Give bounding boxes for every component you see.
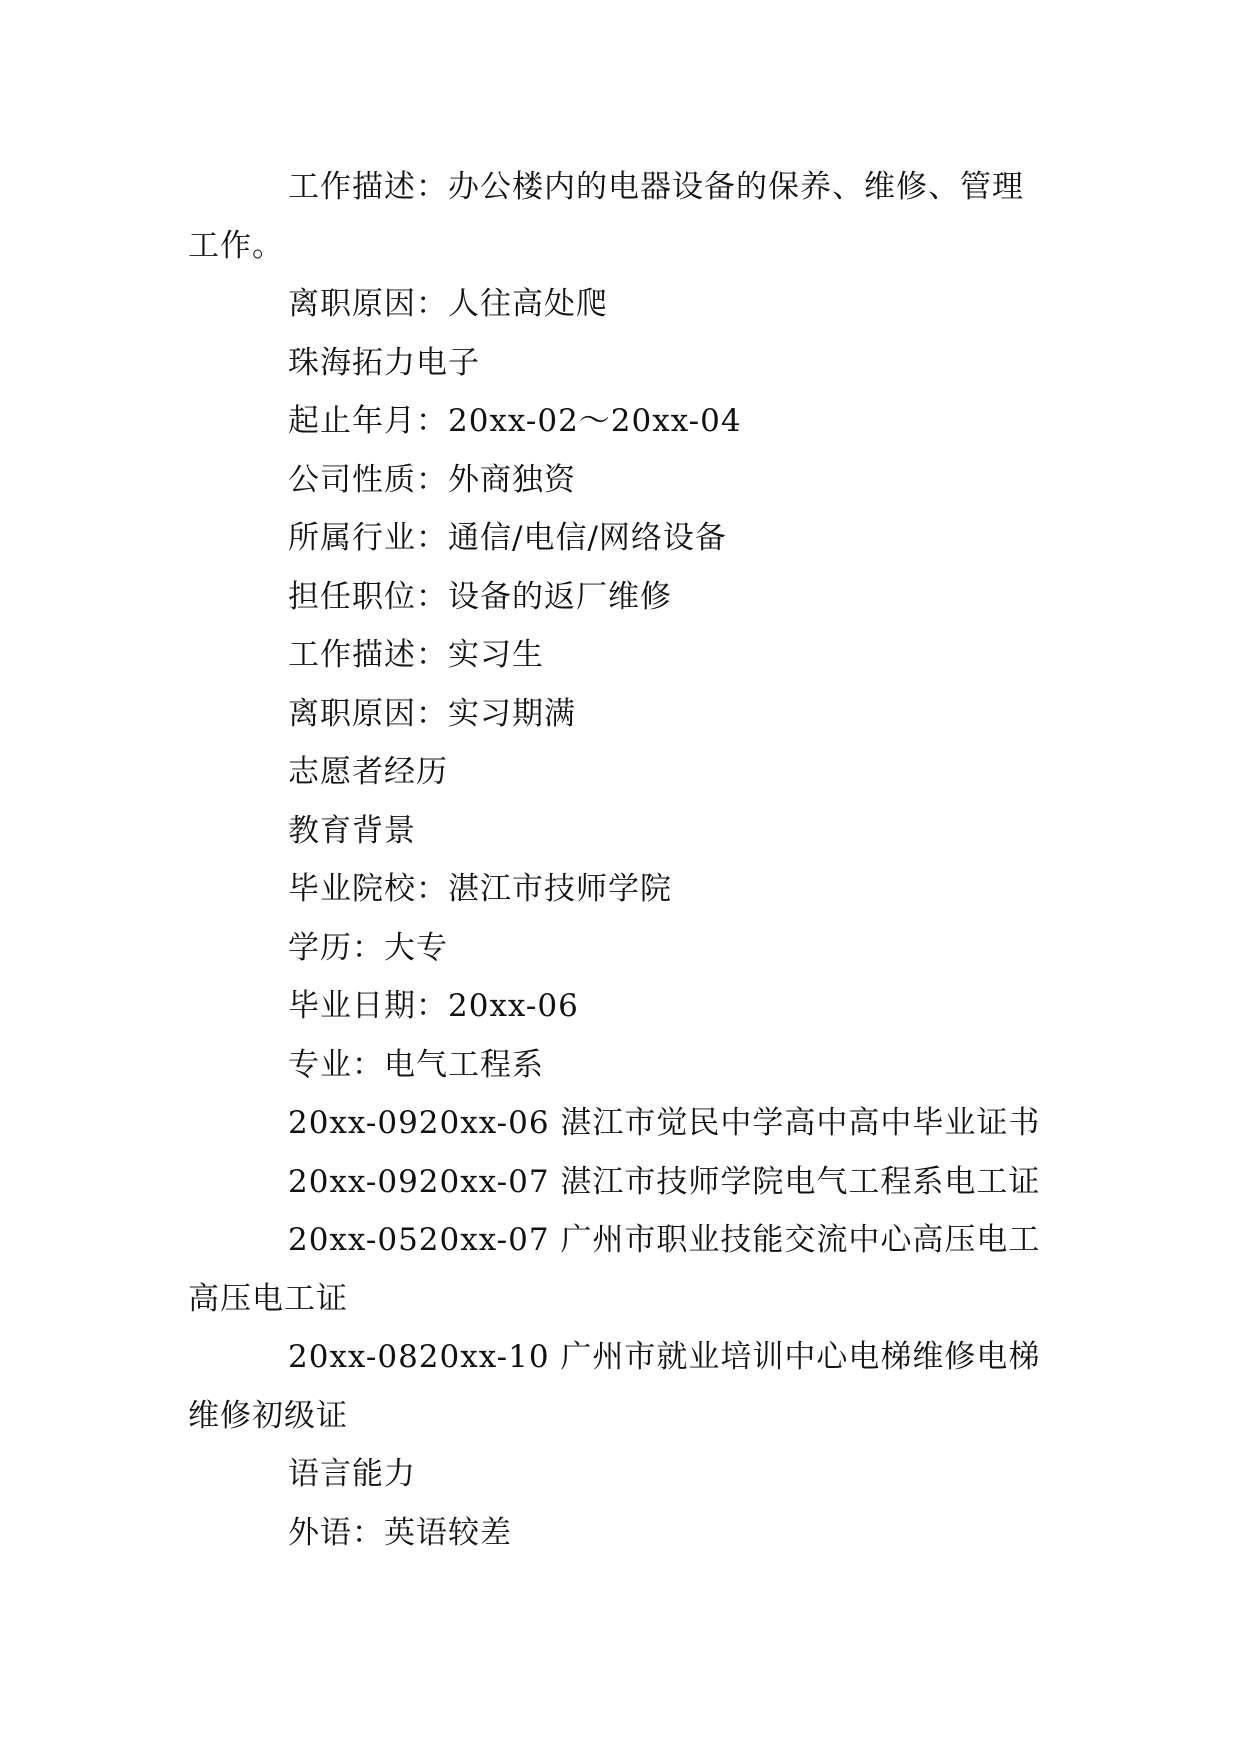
paragraph-industry: 所属行业：通信/电信/网络设备 <box>288 520 727 556</box>
paragraph-leave-reason-2: 离职原因：实习期满 <box>288 695 576 732</box>
paragraph-foreign-language: 外语：英语较差 <box>288 1514 512 1551</box>
document-body <box>188 158 1050 1562</box>
paragraph-company-name: 珠海拓力电子 <box>288 344 480 381</box>
section-heading-language: 语言能力 <box>288 1456 416 1492</box>
paragraph-certificate-3: 20xx-0520xx-07 广州市职业技能交流中心高压电工高压电工证 <box>188 1222 1041 1317</box>
paragraph-company-type: 公司性质：外商独资 <box>288 461 576 498</box>
paragraph-leave-reason-1: 离职原因：人往高处爬 <box>288 286 608 322</box>
paragraph-school: 毕业院校：湛江市技师学院 <box>288 871 672 907</box>
paragraph-degree: 学历：大专 <box>288 929 448 966</box>
section-heading-education: 教育背景 <box>288 812 416 849</box>
paragraph-certificate-1: 20xx-0920xx-06 湛江市觉民中学高中高中毕业证书 <box>288 1105 1041 1141</box>
paragraph-work-description-1: 工作描述：办公楼内的电器设备的保养、维修、管理工作。 <box>188 169 1024 264</box>
paragraph-period: 起止年月：20xx-02～20xx-04 <box>288 403 742 439</box>
paragraph-certificate-4: 20xx-0820xx-10 广州市就业培训中心电梯维修电梯维修初级证 <box>188 1339 1041 1434</box>
paragraph-graduation-date: 毕业日期：20xx-06 <box>288 988 579 1024</box>
section-heading-volunteer: 志愿者经历 <box>288 754 448 790</box>
paragraph-major: 专业：电气工程系 <box>288 1046 544 1083</box>
paragraph-position: 担任职位：设备的返厂维修 <box>288 578 672 615</box>
paragraph-certificate-2: 20xx-0920xx-07 湛江市技师学院电气工程系电工证 <box>288 1163 1041 1200</box>
paragraph-work-description-2: 工作描述：实习生 <box>288 637 544 673</box>
